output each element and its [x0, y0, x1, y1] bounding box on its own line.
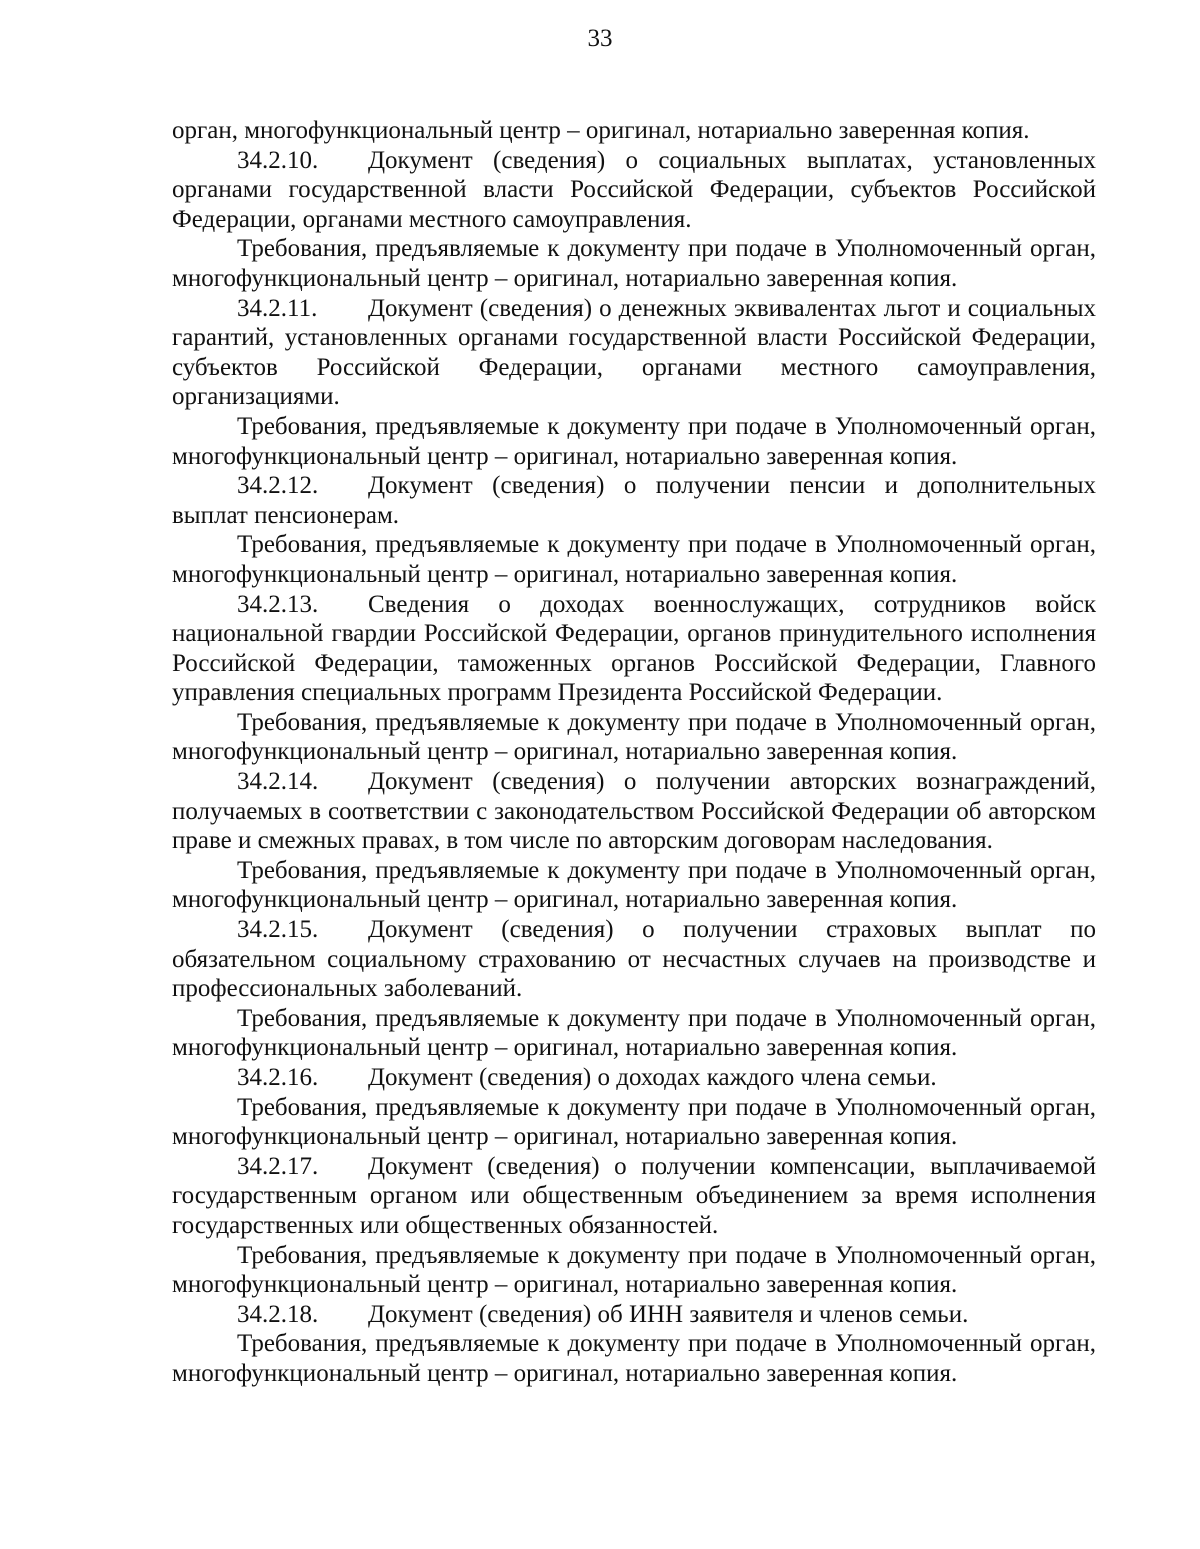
item-number: 34.2.18.	[237, 1300, 319, 1328]
requirement-paragraph: Требования, предъявляемые к документу при подаче в Уполномоченный орган, многофункциональный центр – оригинал, нотариально заверенная копия.	[172, 708, 1096, 766]
item-number: 34.2.11.	[237, 294, 318, 322]
document-body	[172, 116, 1096, 1389]
requirement-paragraph: Требования, предъявляемые к документу при подаче в Уполномоченный орган, многофункциональный центр – оригинал, нотариально заверенная копия.	[172, 1093, 1096, 1151]
item-number: 34.2.12.	[237, 472, 319, 500]
list-item	[172, 1063, 1096, 1093]
item-text: Сведения о доходах военнослужащих, сотрудников войск национальной гвардии Российской Федерации, органов принудительного исполнения Российской Федерации, таможенных органов Российской Федерации, Главного управления специальных программ Президента Российской Федерации.	[172, 590, 1096, 707]
list-item	[172, 590, 1096, 708]
item-number: 34.2.10.	[237, 146, 319, 174]
list-item	[172, 471, 1096, 530]
item-text: Документ (сведения) о получении компенсации, выплачиваемой государственным органом или общественным объединением за время исполнения государственных или общественных обязанностей.	[172, 1152, 1096, 1239]
item-text: Документ (сведения) о получении страховых выплат по обязательном социальному страхованию от несчастных случаев на производстве и профессиональных заболеваний.	[172, 916, 1096, 1003]
requirement-paragraph: Требования, предъявляемые к документу при подаче в Уполномоченный орган, многофункциональный центр – оригинал, нотариально заверенная копия.	[172, 856, 1096, 914]
list-item	[172, 915, 1096, 1004]
page-number: 33	[587, 25, 613, 52]
list-item	[172, 767, 1096, 856]
item-number: 34.2.14.	[237, 768, 319, 796]
requirement-paragraph: Требования, предъявляемые к документу при подаче в Уполномоченный орган, многофункциональный центр – оригинал, нотариально заверенная копия.	[172, 1330, 1096, 1387]
requirement-paragraph: Требования, предъявляемые к документу при подаче в Уполномоченный орган, многофункциональный центр – оригинал, нотариально заверенная копия.	[172, 1004, 1096, 1062]
item-number: 34.2.17.	[237, 1152, 319, 1180]
requirement-paragraph: Требования, предъявляемые к документу при подаче в Уполномоченный орган, многофункциональный центр – оригинал, нотариально заверенная копия.	[172, 531, 1096, 588]
item-number: 34.2.16.	[237, 1064, 319, 1091]
item-number: 34.2.13.	[237, 590, 319, 618]
item-text: Документ (сведения) о денежных эквивалентах льгот и социальных гарантий, установленных органами государственной власти Российской Федерации, субъектов Российской Федерации, органами местного самоуправления, организациями.	[172, 294, 1096, 411]
list-item	[172, 294, 1096, 412]
list-item	[172, 146, 1096, 235]
lead-paragraph: орган, многофункциональный центр – оригинал, нотариально заверенная копия.	[172, 117, 1030, 144]
item-text: Документ (сведения) о получении авторских вознаграждений, получаемых в соответствии с законодательством Российской Федерации об авторском праве и смежных правах, в том числе по авторским договорам наследования.	[172, 768, 1096, 855]
list-item	[172, 1300, 1096, 1330]
item-text: Документ (сведения) о социальных выплатах, установленных органами государственной власти Российской Федерации, субъектов Российской Федерации, органами местного самоуправления.	[172, 146, 1096, 233]
item-text: Документ (сведения) об ИНН заявителя и членов семьи.	[368, 1300, 969, 1328]
requirement-paragraph: Требования, предъявляемые к документу при подаче в Уполномоченный орган, многофункциональный центр – оригинал, нотариально заверенная копия.	[172, 412, 1096, 470]
requirement-paragraph: Требования, предъявляемые к документу при подаче в Уполномоченный орган, многофункциональный центр – оригинал, нотариально заверенная копия.	[172, 235, 1096, 292]
item-text: Документ (сведения) о доходах каждого члена семьи.	[368, 1064, 937, 1091]
item-text: Документ (сведения) о получении пенсии и дополнительных выплат пенсионерам.	[172, 472, 1096, 529]
requirement-paragraph: Требования, предъявляемые к документу при подаче в Уполномоченный орган, многофункциональный центр – оригинал, нотариально заверенная копия.	[172, 1241, 1096, 1299]
item-number: 34.2.15.	[237, 916, 319, 944]
list-item	[172, 1152, 1096, 1241]
